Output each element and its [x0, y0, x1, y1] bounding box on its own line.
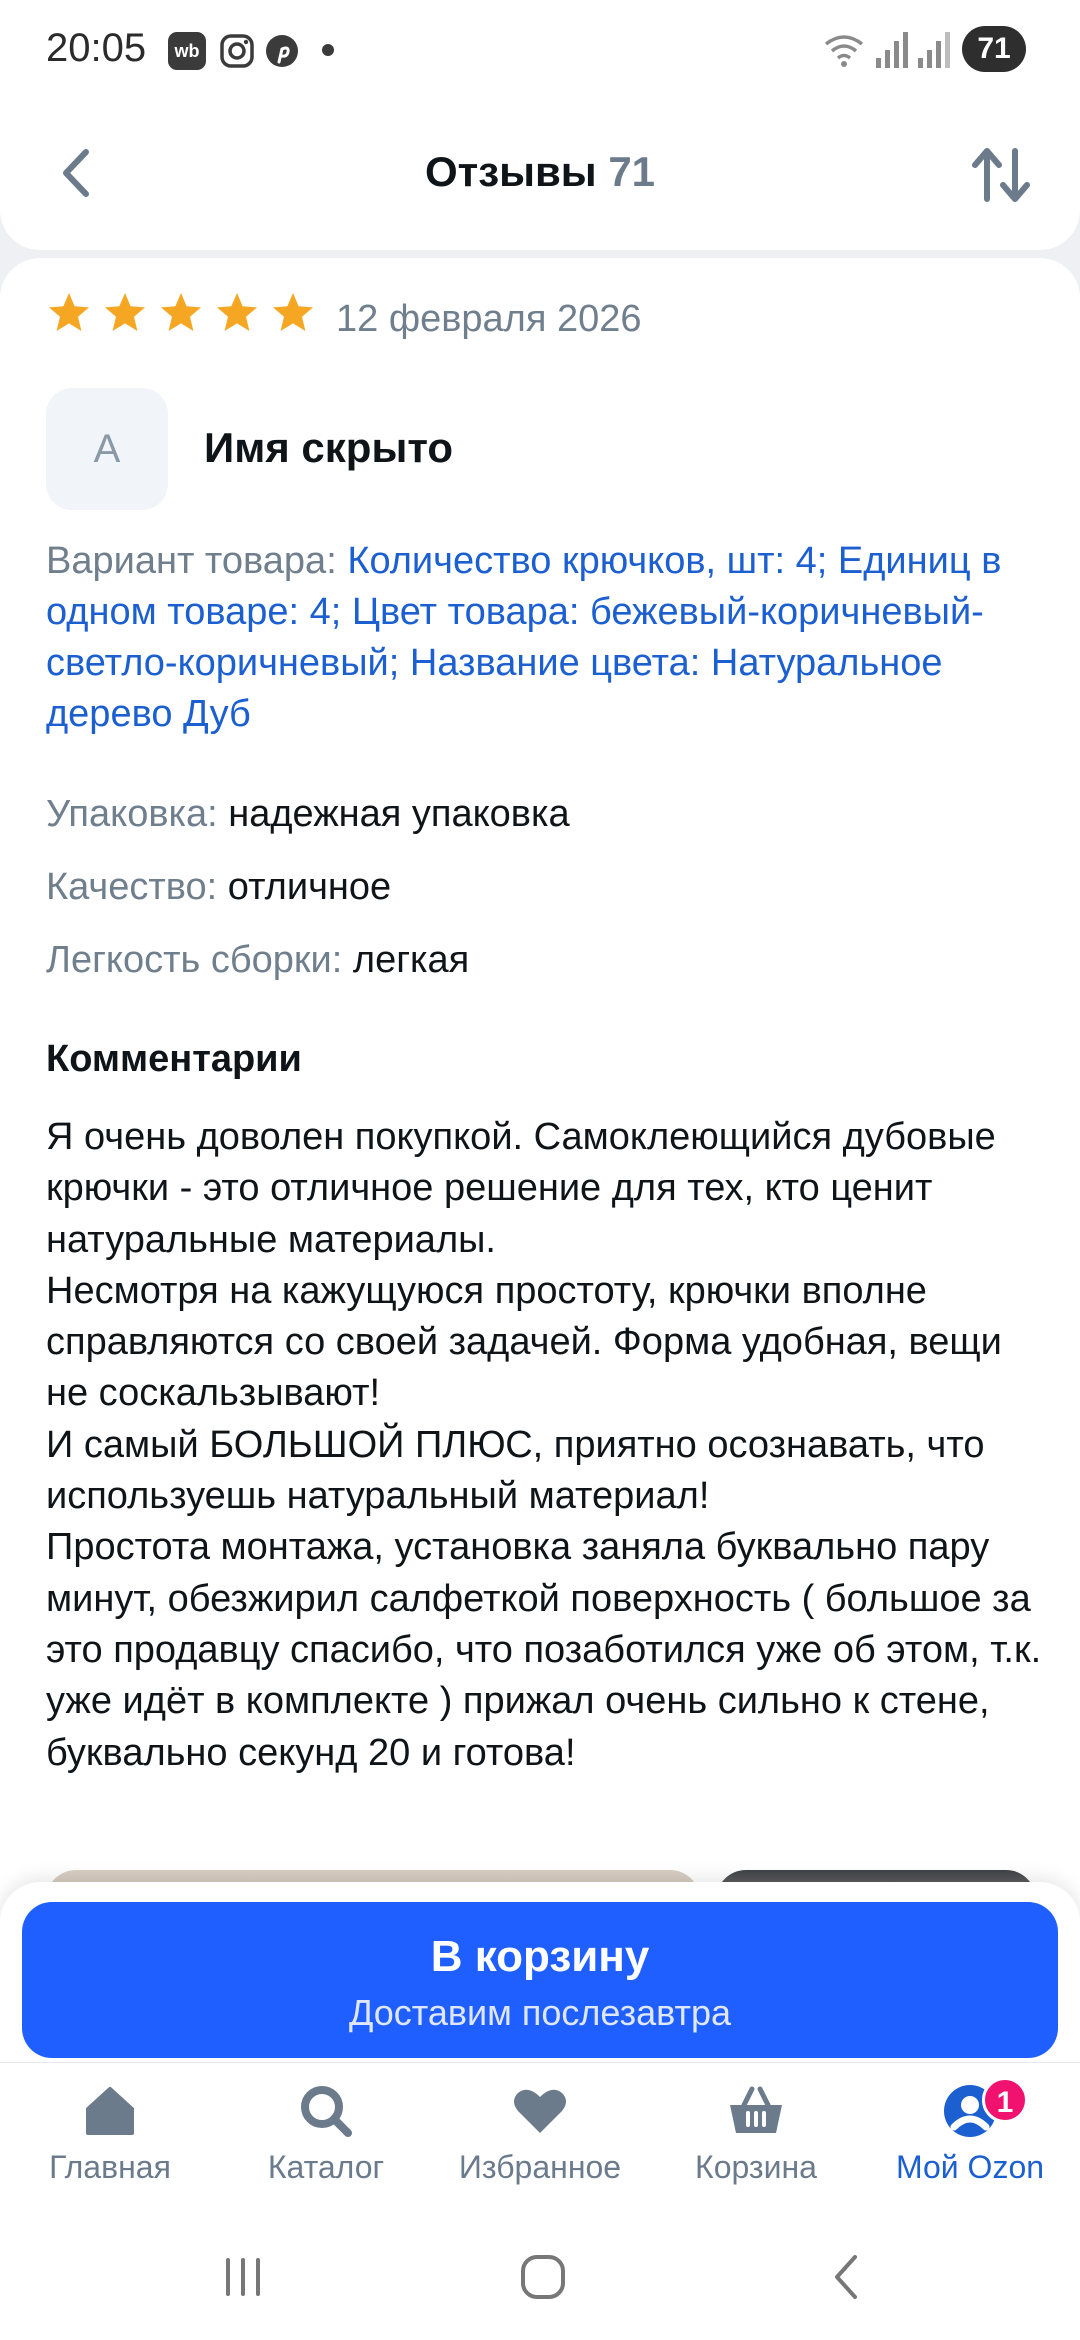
- attribute-packaging: [46, 793, 570, 836]
- signal-icon: [874, 28, 910, 72]
- nav-label: Мой Ozon: [895, 2149, 1045, 2185]
- page-title: [0, 148, 1080, 196]
- page-title-text: Отзывы: [424, 148, 597, 195]
- attribute-value: легкая: [352, 939, 470, 981]
- heart-icon: [510, 2081, 570, 2141]
- status-time: 20:05: [46, 26, 147, 70]
- search-icon: [296, 2081, 356, 2141]
- add-to-cart-button[interactable]: [22, 1902, 1058, 2058]
- star-icon: [102, 290, 148, 336]
- notification-dot: [322, 44, 334, 56]
- nav-home[interactable]: [2, 2081, 218, 2186]
- back-arrow-icon: [827, 2251, 867, 2303]
- notification-badge: 1: [982, 2077, 1028, 2123]
- comments-heading: Комментарии: [46, 1038, 302, 1080]
- nav-catalog[interactable]: [218, 2081, 434, 2186]
- nav-label: Корзина: [695, 2149, 817, 2185]
- sort-arrows-icon: [969, 145, 1033, 205]
- home-icon: [80, 2081, 140, 2141]
- system-nav-bar: [0, 2212, 1080, 2340]
- attribute-value: отличное: [227, 866, 392, 908]
- variant-label: Вариант товара:: [46, 540, 337, 582]
- review-card: [0, 258, 1080, 1958]
- nav-favorites[interactable]: [432, 2081, 648, 2186]
- bottom-nav: [0, 2062, 1080, 2212]
- signal-icon: [916, 28, 952, 72]
- attribute-value: надежная упаковка: [228, 793, 570, 835]
- star-icon: [214, 290, 260, 336]
- nav-cart[interactable]: [648, 2081, 864, 2186]
- add-to-cart-label: В корзину: [430, 1932, 650, 1981]
- instagram-icon: [218, 32, 256, 70]
- app-header: [0, 100, 1080, 250]
- star-icon: [270, 290, 316, 336]
- avatar: А: [46, 388, 168, 510]
- battery-icon: 71: [962, 26, 1026, 72]
- attribute-label: Качество:: [46, 866, 218, 908]
- reviews-count: 71: [608, 148, 656, 195]
- home-circle-icon: [517, 2251, 569, 2303]
- rating-stars: [46, 290, 316, 336]
- attribute-quality: [46, 866, 391, 909]
- review-comment: Я очень доволен покупкой. Самоклеющийся дубовые крючки - это отличное решение для тех, кто ценит натуральные материалы. Несмотря на кажущуюся простоту, крючки вполне справляются со своей задачей. Форма удобная, вещи не соскальзывают! И самый БОЛЬШОЙ ПЛЮС, приятно осознавать, что используешь натуральный материал! Простота монтажа, установка заняла буквально пару минут, обезжирил салфеткой поверхность ( большое за это продавцу спасибо, что позаботился уже об этом, т.к. уже идёт в комплекте ) прижал очень сильно к стене, буквально секунд 20 и готова!: [46, 1116, 1042, 1774]
- review-date: 12 февраля 2026: [336, 298, 642, 340]
- nav-my-ozon[interactable]: [862, 2081, 1078, 2186]
- recent-apps-button[interactable]: [208, 2242, 278, 2312]
- wildberries-icon: wb: [168, 32, 206, 70]
- product-variant: [46, 536, 1046, 740]
- star-icon: [46, 290, 92, 336]
- basket-icon: [726, 2081, 786, 2141]
- recent-apps-icon: [218, 2252, 268, 2302]
- attribute-label: Легкость сборки:: [46, 939, 343, 981]
- pinterest-icon: [263, 32, 301, 70]
- status-bar: [0, 0, 1080, 100]
- attribute-label: Упаковка:: [46, 793, 218, 835]
- wifi-icon: [822, 28, 866, 72]
- nav-label: Главная: [49, 2149, 171, 2185]
- home-button[interactable]: [508, 2242, 578, 2312]
- nav-label: Каталог: [267, 2149, 385, 2185]
- nav-label: Избранное: [458, 2149, 622, 2185]
- variant-value[interactable]: Количество крючков, шт: 4; Единиц в одном товаре: 4; Цвет товара: бежевый-коричневый-светло-коричневый; Название цвета: Натуральное дерево Дуб: [46, 540, 1002, 735]
- author-name: Имя скрыто: [204, 424, 454, 471]
- attribute-assembly: [46, 939, 469, 982]
- system-back-button[interactable]: [812, 2242, 882, 2312]
- sort-button[interactable]: [966, 140, 1036, 210]
- cart-panel: [0, 1882, 1080, 2062]
- delivery-info: Доставим послезавтра: [348, 1992, 732, 2033]
- star-icon: [158, 290, 204, 336]
